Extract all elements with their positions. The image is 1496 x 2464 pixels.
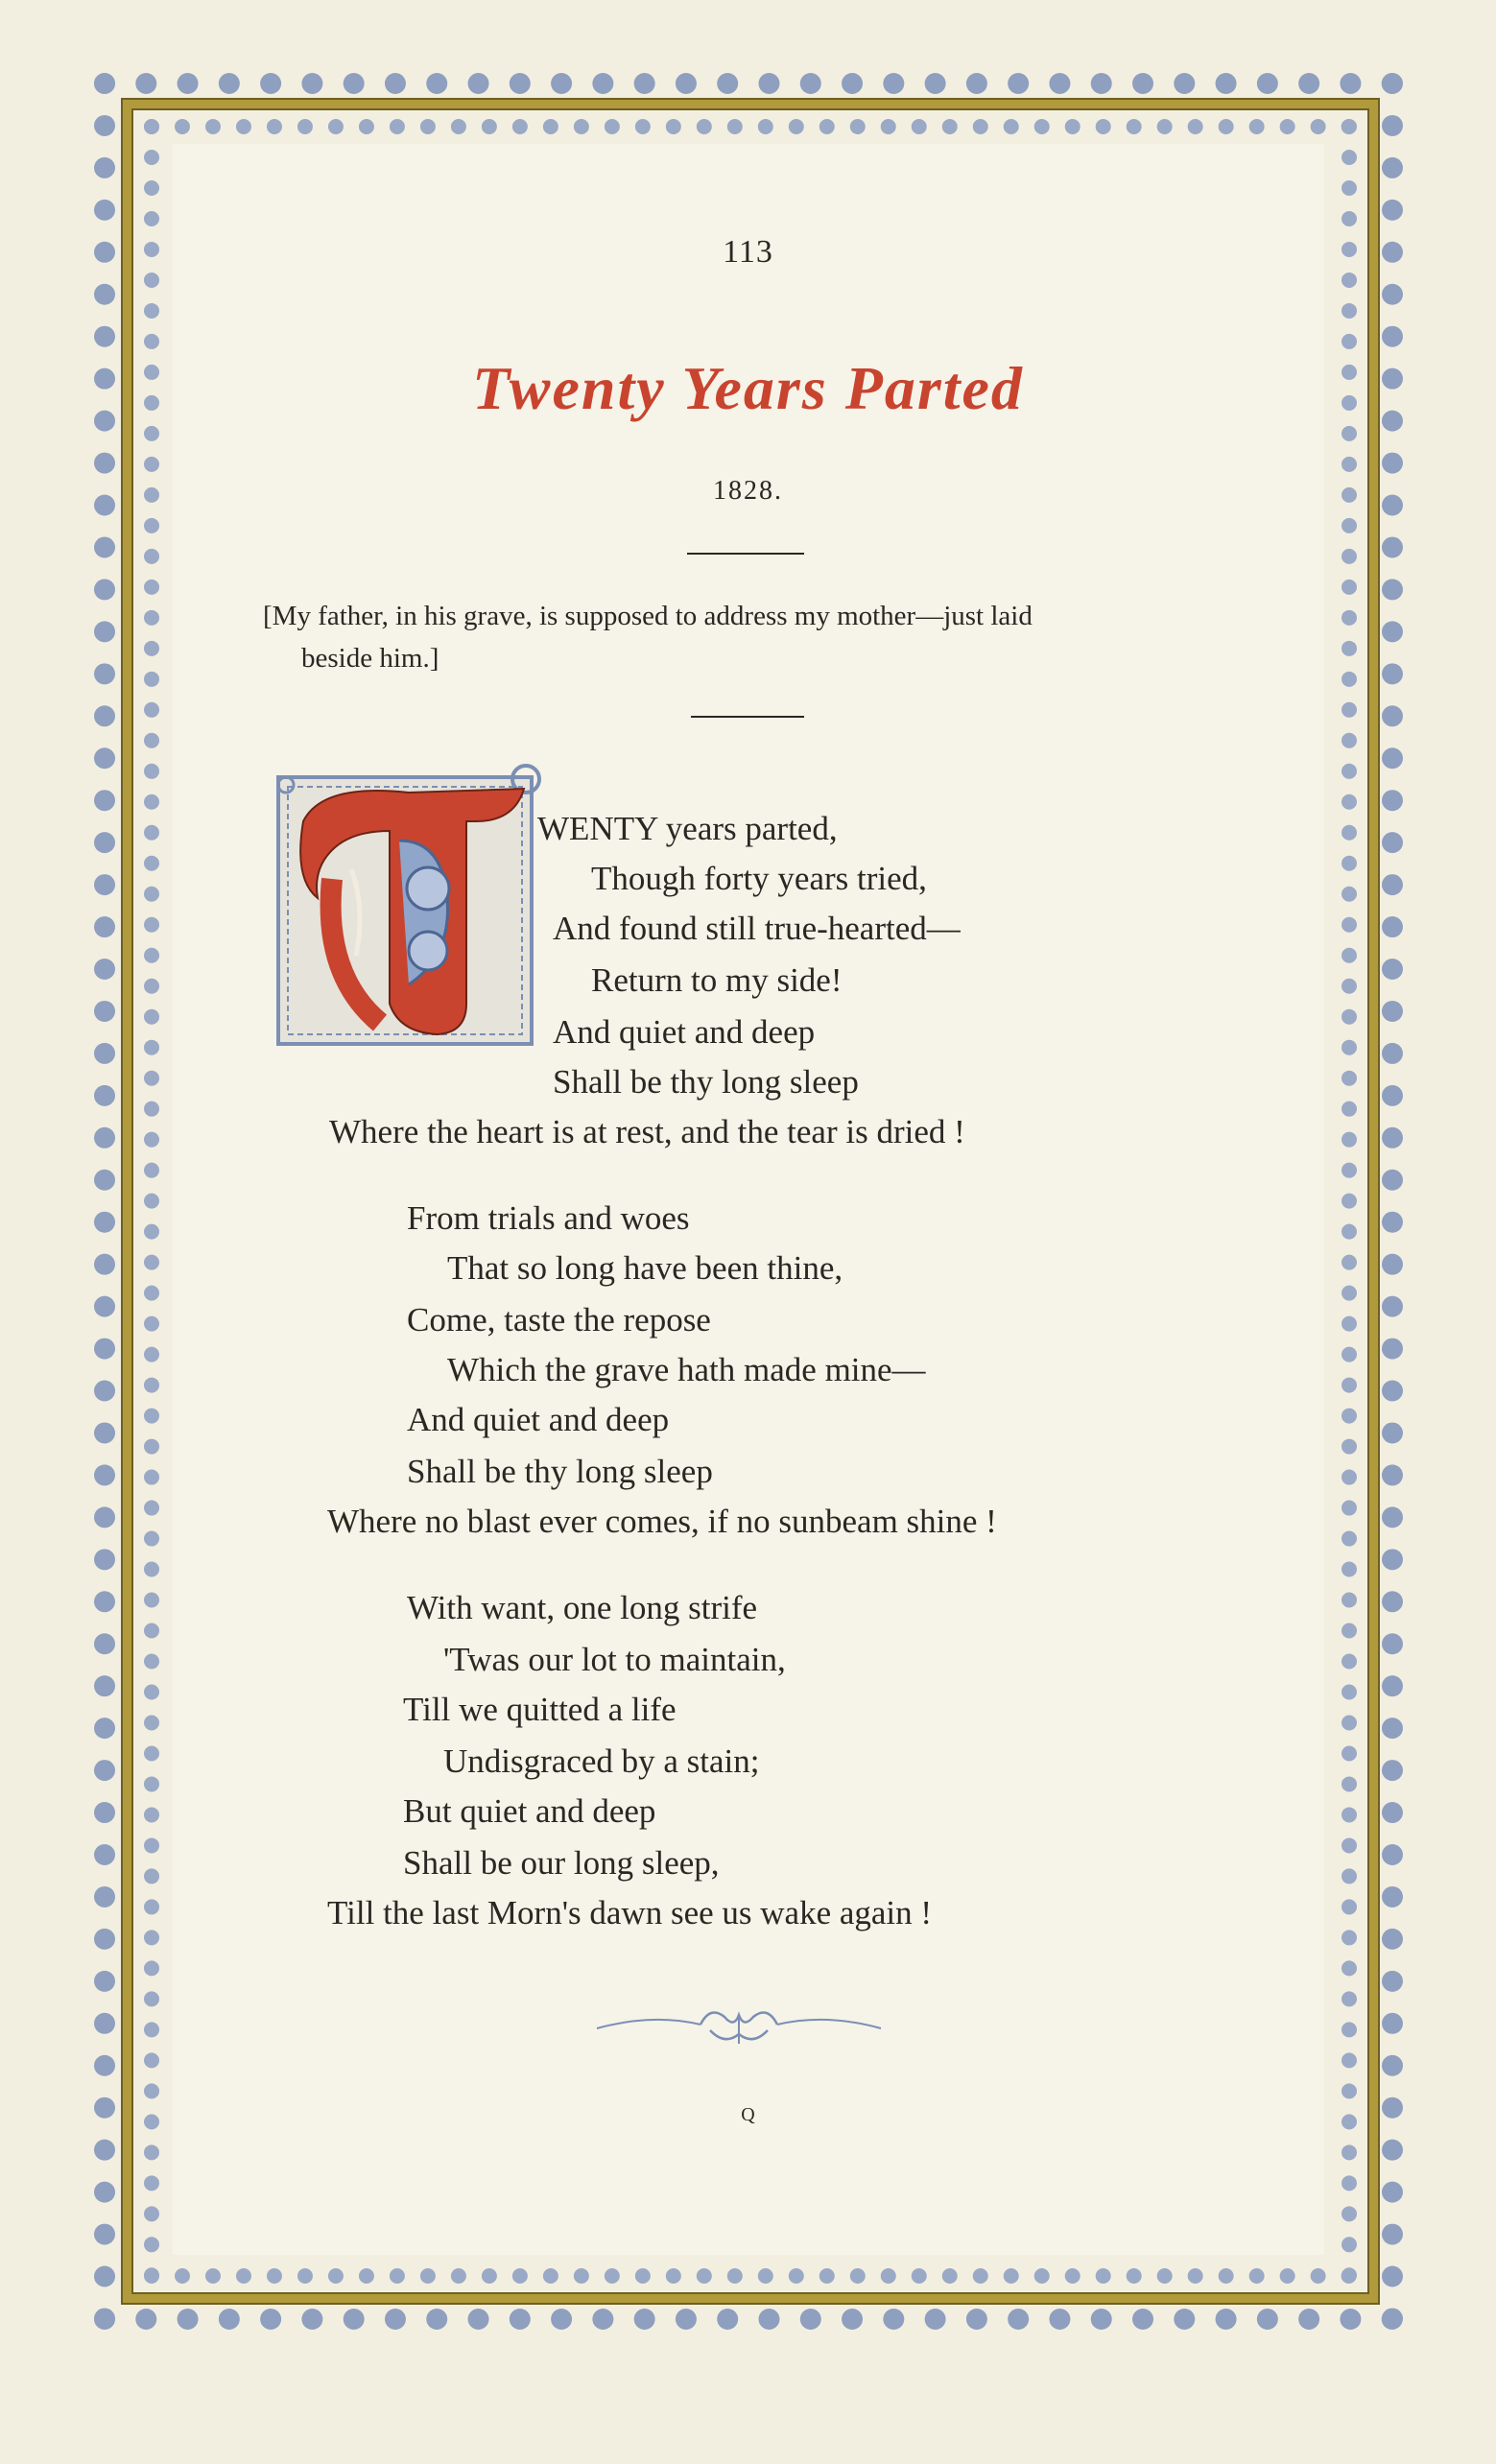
divider-rule [687,553,804,555]
verse-line: And quiet and deep [553,1013,816,1051]
verse-line: Shall be our long sleep, [403,1844,720,1882]
verse-line: Where no blast ever comes, if no sunbeam shine ! [327,1503,997,1540]
note-line: [My father, in his grave, is supposed to address my mother—just laid [263,601,1033,631]
verse-line: Return to my side! [591,961,843,999]
verse-line: 'Twas our lot to maintain, [443,1641,786,1678]
note-line: beside him.] [301,643,439,674]
poem-title: Twenty Years Parted [472,354,1024,422]
verse-line: Come, taste the repose [407,1301,711,1339]
verse-line: Till the last Morn's dawn see us wake again ! [327,1894,933,1931]
verse-line: WENTY years parted, [537,810,838,847]
verse-line: Shall be thy long sleep [553,1063,859,1101]
verse-line: But quiet and deep [403,1792,656,1830]
verse-line: That so long have been thine, [447,1249,843,1287]
ornamental-border-inner [144,119,1357,2284]
page-number: 113 [723,234,773,270]
verse-line: And quiet and deep [407,1401,670,1438]
verse-line: And found still true-hearted— [553,910,961,947]
verse-line: Though forty years tried, [591,860,927,897]
illuminated-initial [274,764,547,1052]
verse-line: With want, one long strife [407,1589,758,1626]
verse-line: Till we quitted a life [403,1691,677,1728]
poem-note [263,595,1242,679]
tailpiece-flourish-icon [595,1996,883,2053]
verse-line: Where the heart is at rest, and the tear is dried ! [329,1113,965,1150]
divider-rule [691,716,804,718]
verse-line: Undisgraced by a stain; [443,1742,760,1780]
poem-year: 1828. [713,476,783,506]
signature-mark: Q [741,2104,755,2125]
verse-line: Shall be thy long sleep [407,1453,713,1490]
verse-line: From trials and woes [407,1199,690,1237]
verse-line: Which the grave hath made mine— [447,1351,926,1388]
